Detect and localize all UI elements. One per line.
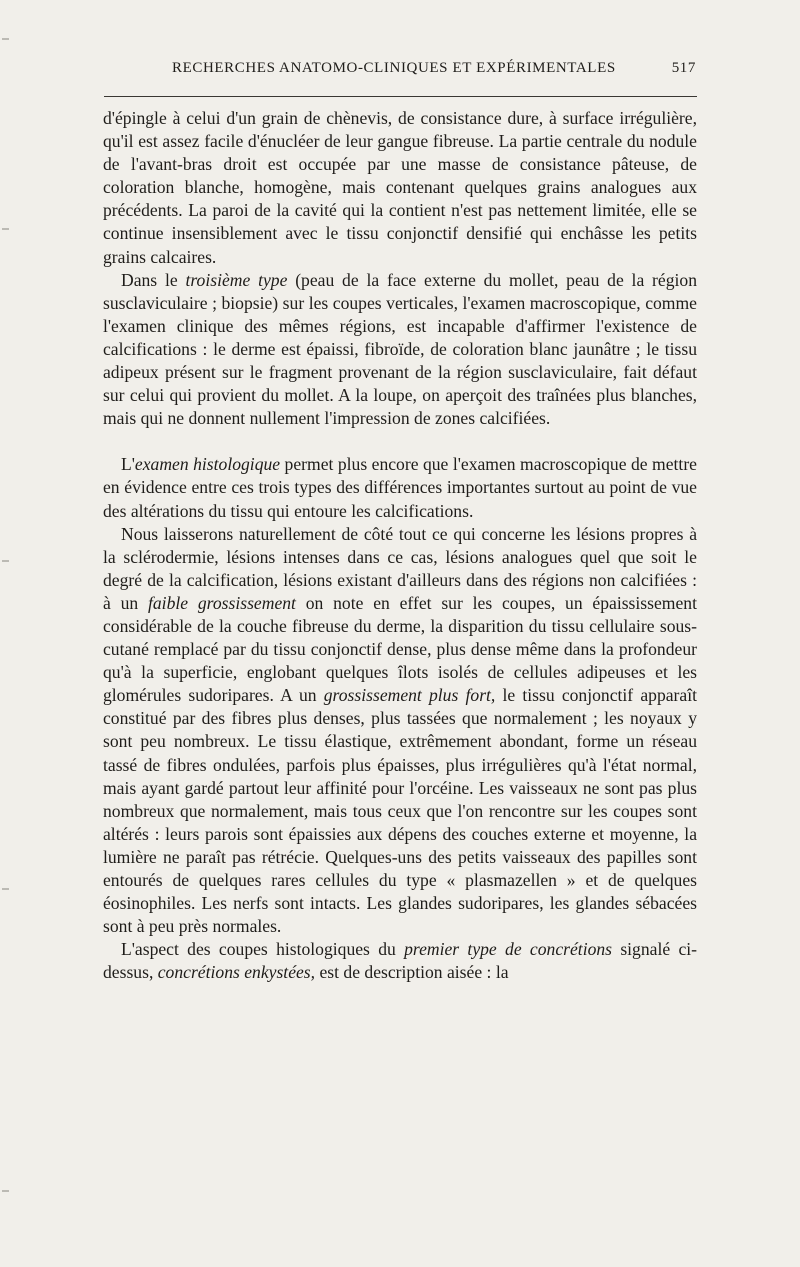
scan-mark	[2, 228, 9, 230]
italic-term: faible grossissement	[148, 592, 296, 613]
italic-term: grossissement plus fort,	[323, 685, 496, 706]
paragraph	[103, 269, 697, 431]
text-run: d'épingle à celui d'un grain de chènevis, de consistance dure, à surface irrégulière, qu'il est assez facile d'énucléer de leur gangue fibreuse. La partie centrale du nodule de l'avant-bras droit est occupée par une masse de consistance pâteuse, de coloration blanche, homogène, mais contenant quelques grains analogues aux précédents. La paroi de la cavité qui la contient n'est pas nettement limitée, elle se continue insensiblement avec le tissu conjonctif densifié qui enchâsse les petits grains calcaires.	[103, 108, 697, 267]
paragraph	[103, 523, 697, 939]
running-title: RECHERCHES ANATOMO-CLINIQUES ET EXPÉRIMENTALES	[172, 60, 616, 76]
text-run: le tissu conjonctif apparaît constitué par des fibres plus denses, plus tassées que normalement ; les noyaux y sont peu nombreux. Le tissu élastique, extrêmement abondant, forme un réseau tassé de fibres ondulées, parfois plus épaisses, plus irrégulières qu'à l'état normal, mais ayant gardé partout leur affinité pour l'orcéine. Les vaisseaux ne sont pas plus nombreux que normalement, mais tous ceux que l'on rencontre sur les coupes sont altérés : leurs parois sont épaissies aux dépens des couches externe et moyenne, la lumière ne paraît pas rétrécie. Quelques-uns des petits vaisseaux des papilles sont entourés de quelques rares cellules du type « plasmazellen » et de quelques éosinophiles. Les nerfs sont intacts. Les glandes sudoripares, les glandes sébacées sont à peu près normales.	[103, 685, 697, 937]
text-run: on note en effet sur les coupes, un épaississement considérable de la couche fibreuse du derme, la disparition du tissu cellulaire sous-cutané remplacé par du tissu conjonctif dense, plus dense même dans la profondeur qu'à la superficie, englobant quelques îlots isolés de cellules adipeuses et les glomérules sudoripares. A un	[103, 592, 697, 706]
italic-term: examen histologique	[134, 454, 281, 475]
italic-term: premier type de concrétions	[404, 939, 613, 960]
text-run: signalé ci-dessus,	[103, 939, 698, 983]
text-run: Dans le	[121, 269, 186, 290]
scan-mark	[2, 1190, 9, 1192]
body-text	[103, 107, 697, 984]
paragraph	[103, 107, 697, 269]
scan-mark	[2, 888, 9, 890]
header-rule	[104, 96, 697, 97]
paragraph	[103, 453, 697, 522]
scan-mark	[2, 38, 9, 40]
scan-mark	[2, 560, 9, 562]
text-run: est de description aisée : la	[315, 962, 509, 983]
italic-term: troisième type	[185, 269, 288, 290]
page-number: 517	[671, 60, 696, 76]
text-run: L'	[121, 454, 135, 475]
text-run: Nous laisserons naturellement de côté tout ce qui concerne les lésions propres à la sclérodermie, lésions intenses dans ce cas, lésions analogues quel que soit le degré de la calcification, lésions existant d'ailleurs dans des régions non calcifiées : à un	[103, 523, 697, 613]
text-run: permet plus encore que l'examen macroscopique de mettre en évidence entre ces trois types des différences importantes surtout au point de vue des altérations du tissu qui entoure les calcifications.	[103, 454, 697, 521]
text-run: L'aspect des coupes histologiques du	[121, 939, 405, 960]
italic-term: concrétions enkystées,	[157, 962, 316, 983]
text-run: (peau de la face externe du mollet, peau de la région susclaviculaire ; biopsie) sur les coupes verticales, l'examen macroscopique, comme l'examen clinique des mêmes régions, est incapable d'affirmer l'existence de calcifications : le derme est épaissi, fibroïde, de coloration blanc jaunâtre ; le tissu adipeux présent sur le fragment provenant de la région susclaviculaire, fait défaut sur celui qui provient du mollet. A la loupe, on aperçoit des traînées plus blanches, mais qui ne donnent nullement l'impression de zones calcifiées.	[103, 269, 698, 429]
paragraph	[103, 938, 697, 984]
